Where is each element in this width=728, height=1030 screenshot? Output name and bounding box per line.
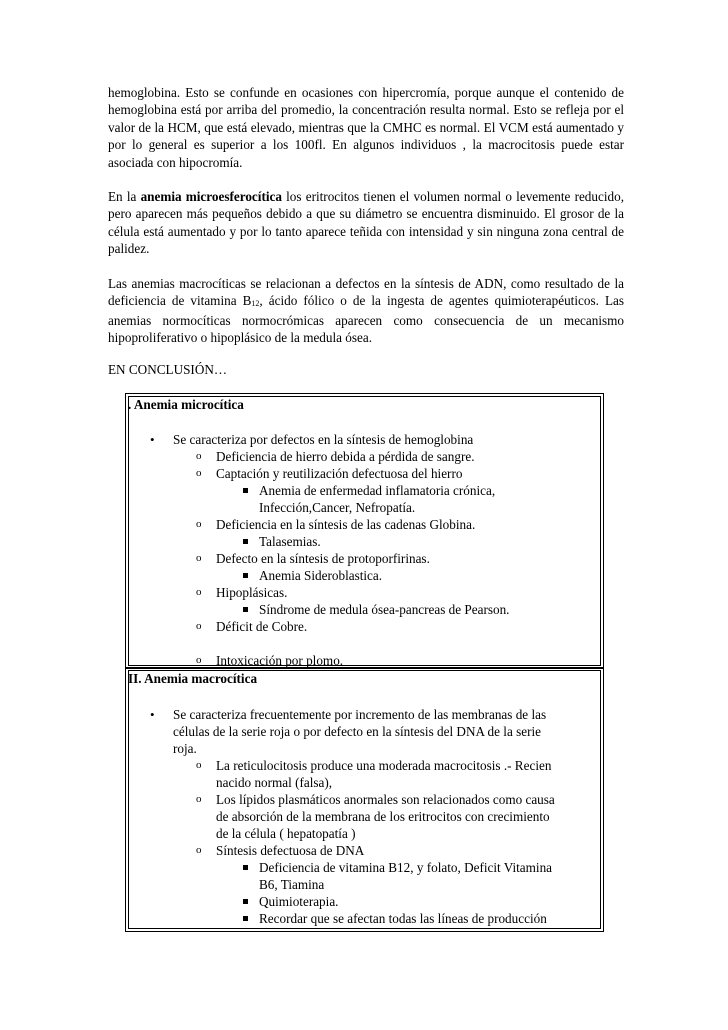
p3-pre: Las anemias macrocíticas se relacionan a defectos en la síntesis de ADN, como resultado de la deficiencia de vitamina B <box>108 276 624 309</box>
box-anemia-macrocitica <box>125 667 604 932</box>
square-bullet-icon <box>243 488 248 493</box>
p2-post: los eritrocitos tienen el volumen normal o levemente reducido, pero aparecen más pequeños debido a que su diámetro se encuentra disminuido. El grosor de la célula está aumentado y por lo tanto aparece teñida con intensidad y sin ninguna zona central de palidez. <box>108 189 624 257</box>
paragraph-microesferocitica <box>108 188 624 258</box>
circle-bullet-icon: o <box>196 552 202 564</box>
p2-pre: En la <box>108 189 141 204</box>
conclusion-heading: EN CONCLUSIÓN… <box>108 362 228 377</box>
circle-bullet-icon: o <box>196 759 202 771</box>
box2-line-3: roja. <box>173 741 197 756</box>
circle-bullet-icon: o <box>196 467 202 479</box>
circle-bullet-icon: o <box>196 793 202 805</box>
box2-line-5: nacido normal (falsa), <box>216 775 333 790</box>
box2-line-1: Se caracteriza frecuentemente por incremento de las membranas de las <box>173 707 547 722</box>
p3-post: , ácido fólico o de la ingesta de agentes quimioterapéuticos. Las anemias normocíticas normocrómicas aparecen como consecuencia de un mecanismo hipoproliferativo o hipoplásico de la medula ósea. <box>108 293 624 346</box>
box2-line-10: Deficiencia de vitamina B12, y folato, Deficit Vitamina <box>259 860 553 875</box>
box1-line-1: Se caracteriza por defectos en la síntesis de hemoglobina <box>173 432 474 447</box>
box1-line-5: Infección,Cancer, Nefropatía. <box>259 500 416 515</box>
box2-line-4: La reticulocitosis produce una moderada macrocitosis .- Recien <box>216 758 552 773</box>
box1-line-10: Hipoplásicas. <box>216 585 288 600</box>
circle-bullet-icon: o <box>196 518 202 530</box>
circle-bullet-icon: o <box>196 844 202 856</box>
box2-line-13: Recordar que se afectan todas las líneas de producción <box>259 911 547 926</box>
box1-line-13: Intoxicación por plomo. <box>216 653 344 668</box>
box2-line-9: Síntesis defectuosa de DNA <box>216 843 365 858</box>
box1-line-8: Defecto en la síntesis de protoporfirinas. <box>216 551 430 566</box>
box2-line-12: Quimioterapia. <box>259 894 339 909</box>
p2-bold-term: anemia microesferocítica <box>140 189 282 204</box>
box1-line-2: Deficiencia de hierro debida a pérdida de sangre. <box>216 449 475 464</box>
box1-line-11: Síndrome de medula ósea-pancreas de Pearson. <box>259 602 510 617</box>
p3-subscript: 12 <box>251 299 260 309</box>
box2-line-2: células de la serie roja o por defecto en la síntesis del DNA de la serie <box>173 724 542 739</box>
box2-line-7: de absorción de la membrana de los eritrocitos con crecimiento <box>216 809 550 824</box>
bullet-icon: • <box>150 432 155 447</box>
circle-bullet-icon: o <box>196 586 202 598</box>
box1-line-12: Déficit de Cobre. <box>216 619 308 634</box>
box1-line-7: Talasemias. <box>259 534 321 549</box>
box1-title: . Anemia microcítica <box>128 397 244 412</box>
box2-line-11: B6, Tiamina <box>259 877 325 892</box>
circle-bullet-icon: o <box>196 654 202 666</box>
square-bullet-icon <box>243 899 248 904</box>
box2-line-6: Los lípidos plasmáticos anormales son relacionados como causa <box>216 792 555 807</box>
square-bullet-icon <box>243 607 248 612</box>
bullet-icon: • <box>150 707 155 722</box>
square-bullet-icon <box>243 539 248 544</box>
box2-title: II. Anemia macrocítica <box>128 671 258 686</box>
square-bullet-icon <box>243 865 248 870</box>
square-bullet-icon <box>243 573 248 578</box>
box2-line-8: de la célula ( hepatopatía ) <box>216 826 356 841</box>
square-bullet-icon <box>243 916 248 921</box>
box1-line-6: Deficiencia en la síntesis de las cadenas Globina. <box>216 517 476 532</box>
box1-line-4: Anemia de enfermedad inflamatoria crónica, <box>259 483 496 498</box>
box-anemia-microcitica <box>125 393 604 669</box>
circle-bullet-icon: o <box>196 450 202 462</box>
paragraph-hipercromia: hemoglobina. Esto se confunde en ocasiones con hipercromía, porque aunque el contenido de hemoglobina está por arriba del promedio, la concentración resulta normal. Esto se refleja por el valor de la HCM, que está elevado, mientras que la CMHC es normal. El VCM está aumentado y por lo general es superior a los 100fl. En algunos individuos , la macrocitosis puede estar asociada con hipocromía. <box>108 85 624 170</box>
circle-bullet-icon: o <box>196 620 202 632</box>
box1-line-9: Anemia Sideroblastica. <box>259 568 383 583</box>
box1-line-3: Captación y reutilización defectuosa del hierro <box>216 466 463 481</box>
paragraph-macrociticas <box>108 275 624 347</box>
